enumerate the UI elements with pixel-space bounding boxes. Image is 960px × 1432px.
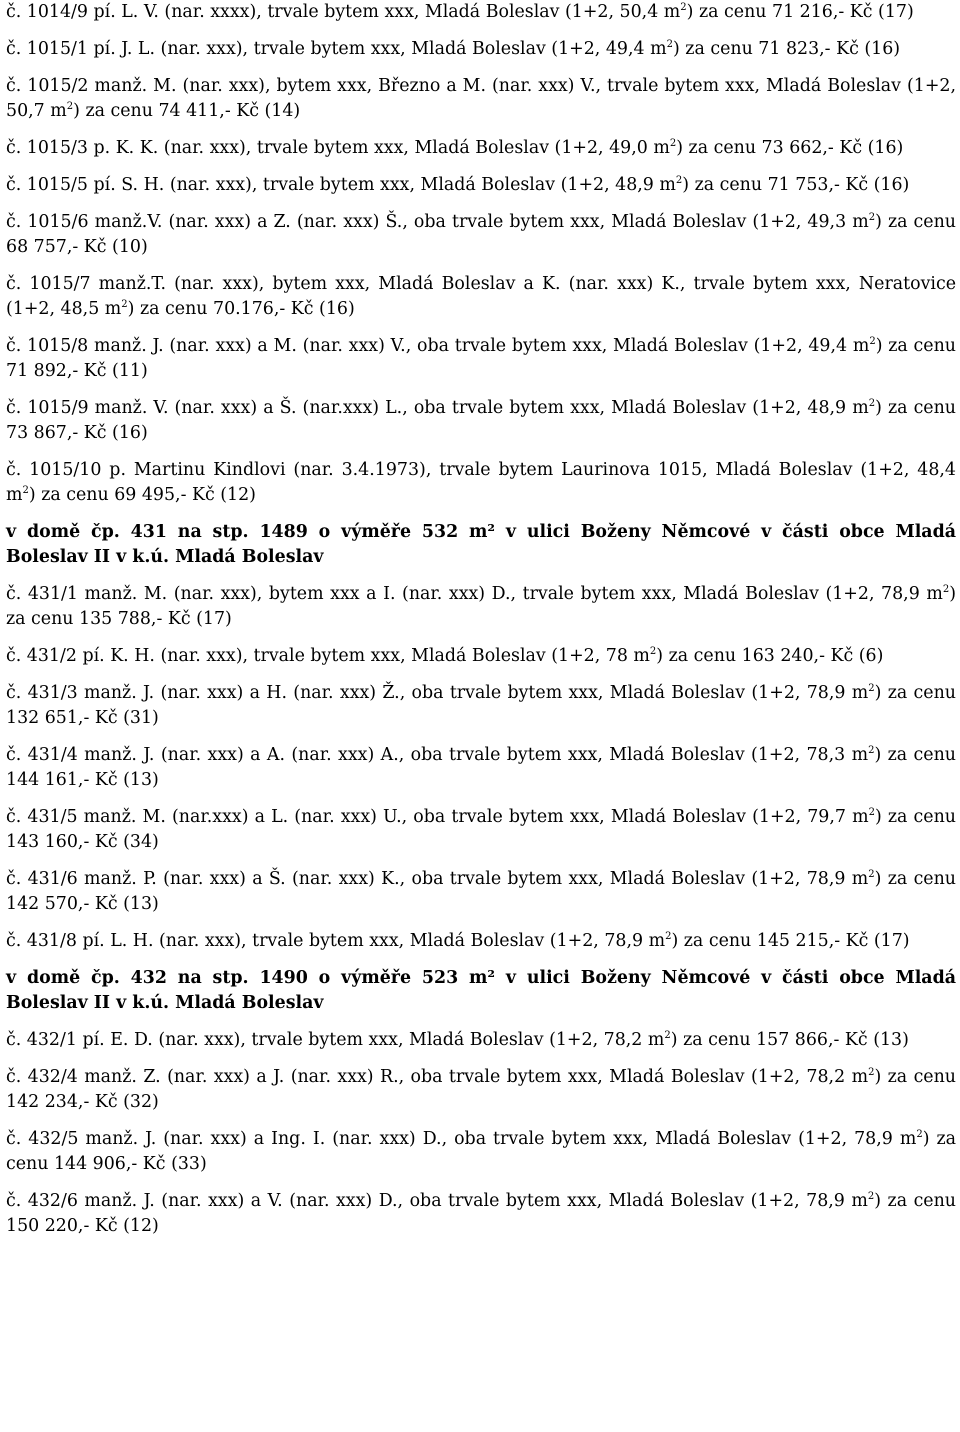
square-superscript: 2 <box>868 1067 875 1079</box>
apartment-entry-432-1: č. 432/1 pí. E. D. (nar. xxx), trvale bytem xxx, Mladá Boleslav (1+2, 78,2 $m^2$) za cenu 157 866,- Kč (13) <box>6 1030 909 1050</box>
apartment-entry-1015-3: č. 1015/3 p. K. K. (nar. xxx), trvale bytem xxx, Mladá Boleslav (1+2, 49,0 $m^2$) za cenu 73 662,- Kč (16) <box>6 138 904 158</box>
apartment-entry-1015-9: č. 1015/9 manž. V. (nar. xxx) a Š. (nar.xxx) L., oba trvale bytem xxx, Mladá Boleslav (1+2, 48,9 $m^2$) za cenu 73 867,- Kč (16) <box>6 398 957 443</box>
apartment-entry-431-1: č. 431/1 manž. M. (nar. xxx), bytem xxx a I. (nar. xxx) D., trvale bytem xxx, Mladá Boleslav (1+2, 78,9 $m^2$) za cenu 135 788,- Kč (17) <box>6 584 956 629</box>
apartment-entry-1015-10: č. 1015/10 p. Martinu Kindlovi (nar. 3.4.1973), trvale bytem Laurinova 1015, Mladá Boleslav (1+2, 48,4 $m^2$) za cenu 69 495,- Kč (12) <box>6 460 956 505</box>
square-superscript: 2 <box>868 869 875 881</box>
apartment-entry-1015-1: č. 1015/1 pí. J. L. (nar. xxx), trvale bytem xxx, Mladá Boleslav (1+2, 49,4 $m^2$) za cenu 71 823,- Kč (16) <box>6 39 901 59</box>
square-superscript: 2 <box>649 646 657 658</box>
square-superscript: 2 <box>868 212 876 224</box>
square-superscript: 2 <box>66 101 74 113</box>
square-superscript: 2 <box>916 1129 923 1141</box>
apartment-entry-431-2: č. 431/2 pí. K. H. (nar. xxx), trvale bytem xxx, Mladá Boleslav (1+2, 78 $m^2$) za cenu 163 240,- Kč (6) <box>6 646 884 666</box>
apartment-entry-431-3: č. 431/3 manž. J. (nar. xxx) a H. (nar. xxx) Ž., oba trvale bytem xxx, Mladá Boleslav (1+2, 78,9 $m^2$) za cenu 132 651,- Kč (31) <box>6 683 956 728</box>
document-page <box>6 0 956 1251</box>
square-superscript: 2 <box>22 485 29 497</box>
apartment-entry-1015-2: č. 1015/2 manž. M. (nar. xxx), bytem xxx, Březno a M. (nar. xxx) V., trvale bytem xxx, Mladá Boleslav (1+2, 50,7 $m^2$) za cenu 74 411,- Kč (14) <box>6 76 956 121</box>
square-superscript: 2 <box>680 2 687 14</box>
square-superscript: 2 <box>675 175 683 187</box>
apartment-entry-1015-8: č. 1015/8 manž. J. (nar. xxx) a M. (nar. xxx) V., oba trvale bytem xxx, Mladá Boleslav (1+2, 49,4 $m^2$) za cenu 71 892,- Kč (11) <box>6 336 956 381</box>
apartment-entry-1015-5: č. 1015/5 pí. S. H. (nar. xxx), trvale bytem xxx, Mladá Boleslav (1+2, 48,9 $m^2$) za cenu 71 753,- Kč (16) <box>6 175 910 195</box>
apartment-entry-431-4: č. 431/4 manž. J. (nar. xxx) a A. (nar. xxx) A., oba trvale bytem xxx, Mladá Boleslav (1+2, 78,3 $m^2$) za cenu 144 161,- Kč (13) <box>6 745 956 790</box>
apartment-entry-431-5: č. 431/5 manž. M. (nar.xxx) a L. (nar. xxx) U., oba trvale bytem xxx, Mladá Boleslav (1+2, 79,7 $m^2$) za cenu 143 160,- Kč (34) <box>6 807 956 852</box>
square-superscript: 2 <box>867 1191 875 1203</box>
square-superscript: 2 <box>869 336 876 348</box>
square-superscript: 2 <box>121 299 128 311</box>
square-superscript: 2 <box>868 745 875 757</box>
apartment-entry-431-6: č. 431/6 manž. P. (nar. xxx) a Š. (nar. xxx) K., oba trvale bytem xxx, Mladá Boleslav (1+2, 78,9 $m^2$) za cenu 142 570,- Kč (13) <box>6 869 956 914</box>
square-superscript: 2 <box>868 807 875 819</box>
square-superscript: 2 <box>942 584 950 596</box>
section-heading-house-432: v domě čp. 432 na stp. 1490 o výměře 523 m² v ulici Boženy Němcové v části obce Mladá Boleslav II v k.ú. Mladá Boleslav <box>6 968 956 1013</box>
square-superscript: 2 <box>669 138 677 150</box>
square-superscript: 2 <box>664 1030 671 1042</box>
apartment-entry-431-8: č. 431/8 pí. L. H. (nar. xxx), trvale bytem xxx, Mladá Boleslav (1+2, 78,9 $m^2$) za cenu 145 215,- Kč (17) <box>6 931 910 951</box>
apartment-entry-432-6: č. 432/6 manž. J. (nar. xxx) a V. (nar. xxx) D., oba trvale bytem xxx, Mladá Boleslav (1+2, 78,9 $m^2$) za cenu 150 220,- Kč (12) <box>6 1191 957 1236</box>
square-superscript: 2 <box>666 39 673 51</box>
apartment-entry-1014-9: č. 1014/9 pí. L. V. (nar. xxxx), trvale bytem xxx, Mladá Boleslav (1+2, 50,4 $m^2$) za cenu 71 216,- Kč (17) <box>6 2 914 22</box>
apartment-entry-432-5: č. 432/5 manž. J. (nar. xxx) a Ing. I. (nar. xxx) D., oba trvale bytem xxx, Mladá Boleslav (1+2, 78,9 $m^2$) za cenu 144 906,- Kč (33) <box>6 1129 956 1174</box>
apartment-entry-1015-7: č. 1015/7 manž.T. (nar. xxx), bytem xxx, Mladá Boleslav a K. (nar. xxx) K., trvale bytem xxx, Neratovice (1+2, 48,5 $m^2$) za cenu 70.176,- Kč (16) <box>6 274 956 319</box>
square-superscript: 2 <box>868 398 876 410</box>
apartment-entry-432-4: č. 432/4 manž. Z. (nar. xxx) a J. (nar. xxx) R., oba trvale bytem xxx, Mladá Boleslav (1+2, 78,2 $m^2$) za cenu 142 234,- Kč (32) <box>6 1067 956 1112</box>
square-superscript: 2 <box>665 931 672 943</box>
square-superscript: 2 <box>868 683 875 695</box>
apartment-entry-1015-6: č. 1015/6 manž.V. (nar. xxx) a Z. (nar. xxx) Š., oba trvale bytem xxx, Mladá Boleslav (1+2, 49,3 $m^2$) za cenu 68 757,- Kč (10) <box>6 212 956 257</box>
section-heading-house-431: v domě čp. 431 na stp. 1489 o výměře 532 m² v ulici Boženy Němcové v části obce Mladá Boleslav II v k.ú. Mladá Boleslav <box>6 522 956 567</box>
